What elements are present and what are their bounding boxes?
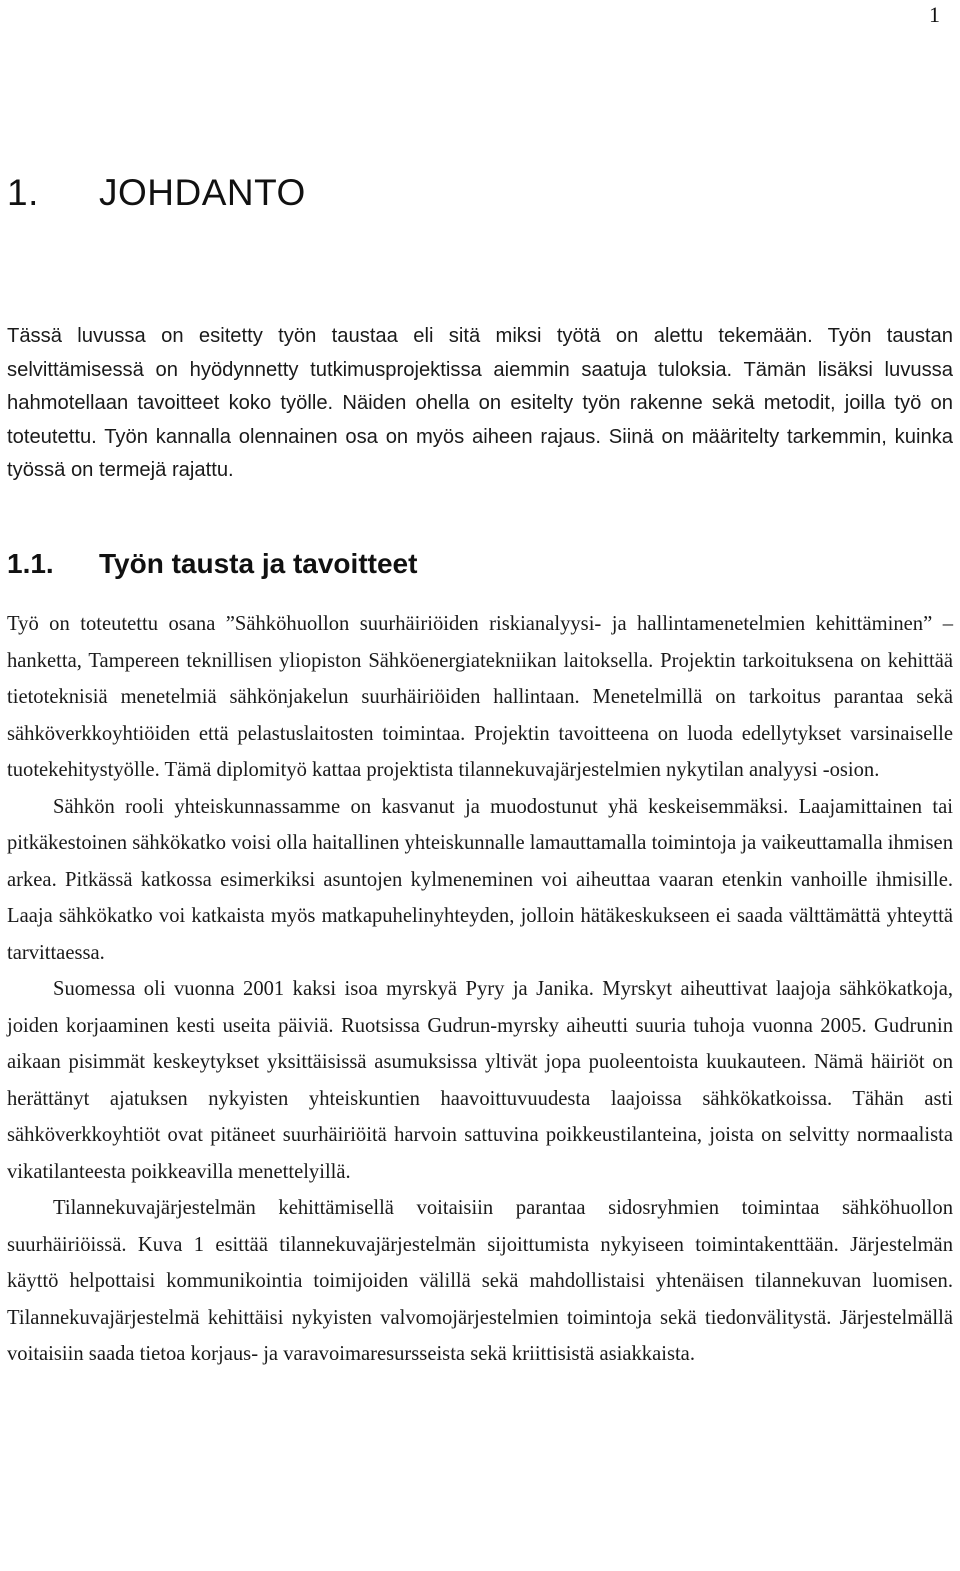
chapter-title: JOHDANTO <box>99 172 306 213</box>
page-number: 1 <box>929 2 940 27</box>
intro-paragraph: Tässä luvussa on esitetty työn taustaa eli sitä miksi työtä on alettu tekemään. Työn taustan selvittämisessä on hyödynnetty tutkimusprojektissa aiemmin saatuja tuloksia. Tämän lisäksi luvussa hahmotellaan tavoitteet koko työlle. Näiden ohella on esitelty työn rakenne sekä metodit, joilla työ on toteutettu. Työn kannalla olennainen osa on myös aiheen rajaus. Siinä on määritelty tarkemmin, kuinka työssä on termejä rajattu. <box>7 325 953 481</box>
chapter-heading <box>7 170 306 216</box>
section-number: 1.1. <box>7 548 54 579</box>
section-body <box>7 606 953 1373</box>
body-paragraph: Sähkön rooli yhteiskunnassamme on kasvanut ja muodostunut yhä keskeisemmäksi. Laajamittainen tai pitkäkestoinen sähkökatko voisi olla haitallinen yhteiskunnalle lamauttamalla toimintoja ja vaikeuttamalla ihmisen arkea. Pitkässä katkossa esimerkiksi asuntojen kylmeneminen voi aiheuttaa vaaran etenkin vanhoille ihmisille. Laaja sähkökatko voi katkaista myös matkapuhelinyhteyden, jolloin hätäkeskukseen ei saada välttämättä yhteyttä tarvittaessa. <box>7 795 953 964</box>
chapter-number: 1. <box>7 172 39 213</box>
body-paragraph: Työ on toteutettu osana ”Sähköhuollon suurhäiriöiden riskianalyysi- ja hallintamenetelmien kehittäminen” –hanketta, Tampereen teknillisen yliopiston Sähköenergiatekniikan laitoksella. Projektin tarkoituksena on kehittää tietoteknisiä menetelmiä sähkönjakelun suurhäiriöiden hallintaan. Menetelmillä on tarkoitus parantaa sekä sähköverkkoyhtiöiden että pelastuslaitosten toimintaa. Projektin tavoitteena on luoda edellytykset varsinaiselle tuotekehitystyölle. Tämä diplomityö kattaa projektista tilannekuvajärjestelmien nykytilan analyysi -osion. <box>7 613 953 781</box>
section-heading <box>7 546 417 582</box>
section-title: Työn tausta ja tavoitteet <box>99 548 418 579</box>
body-paragraph: Suomessa oli vuonna 2001 kaksi isoa myrskyä Pyry ja Janika. Myrskyt aiheuttivat laajoja sähkökatkoja, joiden korjaaminen kesti useita päiviä. Ruotsissa Gudrun-myrsky aiheutti suuria tuhoja vuonna 2005. Gudrunin aikaan pisimmät keskeytykset yksittäisissä asumuksissa yltivät jopa puoleentoista kuukauteen. Nämä häiriöt on herättänyt ajatuksen nykyisten yhteiskuntien haavoittuvuudesta laajoissa sähkökatkoissa. Tähän asti sähköverkkoyhtiöt ovat pitäneet suurhäiriöitä harvoin sattuvina poikkeustilanteina, joista on selvitty normaalista vikatilanteesta poikkeavilla menettelyillä. <box>7 978 953 1183</box>
body-paragraph: Tilannekuvajärjestelmän kehittämisellä voitaisiin parantaa sidosryhmien toimintaa sähköhuollon suurhäiriöissä. Kuva 1 esittää tilannekuvajärjestelmän sijoittumista nykyiseen toimintakenttään. Järjestelmän käyttö helpottaisi kommunikointia toimijoiden välillä sekä mahdollistaisi yhtenäisen tilannekuvan luomisen. Tilannekuvajärjestelmä kehittäisi nykyisten valvomojärjestelmien toimintoja sekä tiedonvälitystä. Järjestelmällä voitaisiin saada tietoa korjaus- ja varavoimaresursseista sekä kriittisistä asiakkaista. <box>7 1197 953 1365</box>
